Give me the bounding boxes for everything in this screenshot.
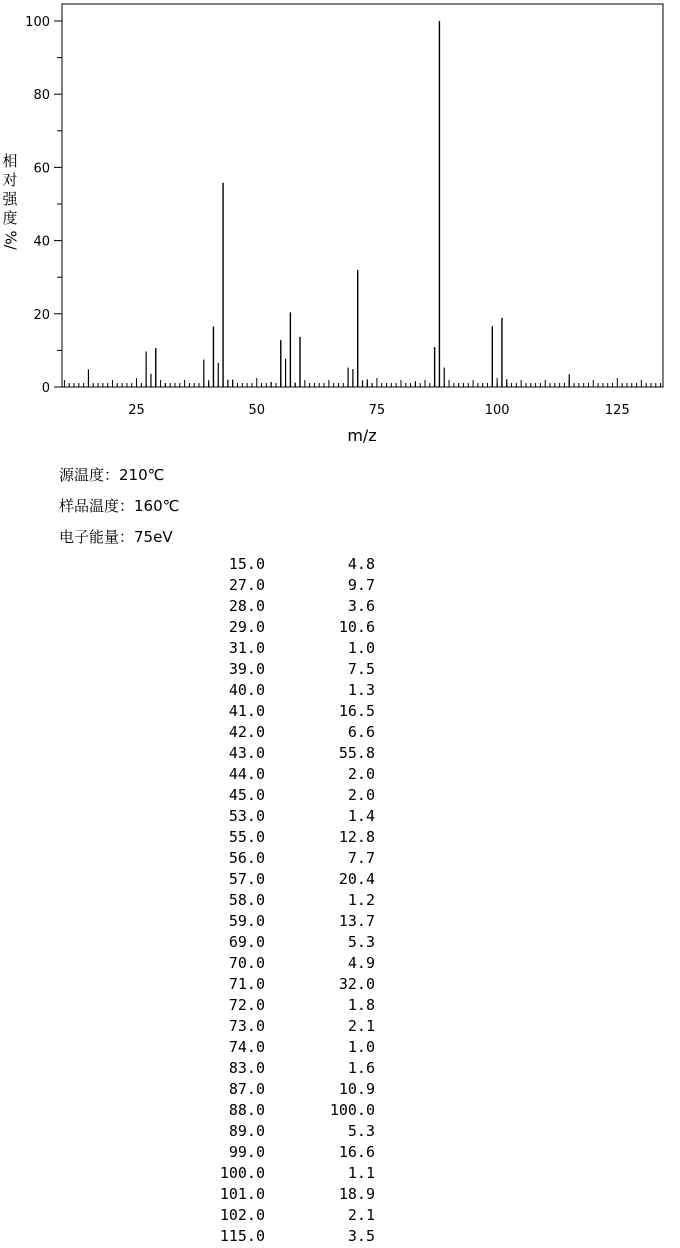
mz-value: 87.0 (228, 1080, 265, 1098)
intensity-value: 10.9 (338, 1080, 375, 1098)
mz-value: 56.0 (228, 849, 265, 867)
mz-value: 15.0 (228, 555, 265, 573)
intensity-value: 1.4 (347, 807, 375, 825)
intensity-value: 3.5 (347, 1227, 375, 1245)
intensity-value: 3.6 (347, 597, 375, 615)
y-axis (25, 15, 62, 396)
table-row (0, 933, 680, 954)
intensity-value: 18.9 (338, 1185, 375, 1203)
table-row (0, 828, 680, 849)
table-row (0, 702, 680, 723)
intensity-value: 10.6 (338, 618, 375, 636)
table-row (0, 954, 680, 975)
table-row (0, 1059, 680, 1080)
table-row (0, 975, 680, 996)
table-row (0, 744, 680, 765)
table-row (0, 576, 680, 597)
table-row (0, 618, 680, 639)
mz-value: 28.0 (228, 597, 265, 615)
y-tick-label: 20 (33, 307, 50, 323)
table-row (0, 1101, 680, 1122)
mz-value: 89.0 (228, 1122, 265, 1140)
intensity-value: 4.8 (347, 555, 375, 573)
x-tick-label: 75 (368, 403, 386, 418)
table-row (0, 1185, 680, 1206)
mz-value: 100.0 (219, 1164, 265, 1182)
intensity-value: 1.2 (347, 891, 375, 909)
plot-frame (62, 4, 663, 387)
table-row (0, 786, 680, 807)
mz-value: 59.0 (228, 912, 265, 930)
mz-value: 71.0 (228, 975, 265, 993)
table-row (0, 891, 680, 912)
mz-value: 43.0 (228, 744, 265, 762)
intensity-value: 6.6 (347, 723, 375, 741)
y-axis-label-char: 相 (2, 152, 18, 170)
table-row (0, 870, 680, 891)
mz-value: 115.0 (219, 1227, 265, 1245)
y-axis-label (1, 152, 19, 249)
intensity-value: 4.9 (347, 954, 375, 972)
intensity-value: 1.6 (347, 1059, 375, 1077)
x-tick-label: 100 (484, 403, 510, 418)
y-axis-label-char: 度 (2, 209, 18, 227)
mz-value: 99.0 (228, 1143, 265, 1161)
x-tick-label: 25 (128, 403, 145, 418)
intensity-value: 7.5 (347, 660, 375, 678)
table-row (0, 1206, 680, 1227)
source-temperature: 源温度：210℃ (59, 466, 165, 484)
mz-value: 45.0 (228, 786, 265, 804)
mz-value: 31.0 (228, 639, 265, 657)
mz-value: 27.0 (228, 576, 265, 594)
y-tick-label: 40 (33, 234, 50, 250)
table-row (0, 1164, 680, 1185)
mz-value: 69.0 (228, 933, 265, 951)
intensity-value: 2.1 (347, 1206, 375, 1224)
x-tick-label: 50 (248, 403, 265, 418)
table-row (0, 996, 680, 1017)
x-axis-label: m/z (347, 426, 377, 445)
table-row (0, 597, 680, 618)
x-tick-label: 125 (604, 403, 630, 418)
mz-value: 88.0 (228, 1101, 265, 1119)
intensity-value: 1.1 (347, 1164, 375, 1182)
mz-value: 102.0 (219, 1206, 265, 1224)
table-row (0, 1122, 680, 1143)
table-row (0, 1143, 680, 1164)
electron-energy: 电子能量：75eV (59, 528, 173, 546)
table-row (0, 765, 680, 786)
mz-value: 73.0 (228, 1017, 265, 1035)
intensity-value: 2.0 (347, 786, 375, 804)
intensity-value: 1.3 (347, 681, 375, 699)
measurement-conditions (59, 463, 179, 556)
intensity-value: 16.6 (338, 1143, 375, 1161)
mz-value: 42.0 (228, 723, 265, 741)
mz-value: 44.0 (228, 765, 265, 783)
mz-value: 29.0 (228, 618, 265, 636)
table-row (0, 660, 680, 681)
intensity-value: 55.8 (338, 744, 375, 762)
mz-value: 53.0 (228, 807, 265, 825)
y-axis-label-char: 强 (2, 190, 18, 208)
y-tick-label: 100 (25, 15, 50, 30)
intensity-value: 100.0 (329, 1101, 375, 1119)
mass-spectrum-chart (0, 0, 680, 450)
mz-value: 70.0 (228, 954, 265, 972)
intensity-value: 1.0 (347, 1038, 375, 1056)
table-row (0, 681, 680, 702)
y-tick-label: 80 (33, 88, 50, 104)
y-tick-label: 60 (33, 161, 50, 177)
mz-value: 40.0 (228, 681, 265, 699)
intensity-value: 9.7 (347, 576, 375, 594)
mz-value: 55.0 (228, 828, 265, 846)
intensity-value: 13.7 (338, 912, 375, 930)
mz-value: 101.0 (219, 1185, 265, 1203)
y-tick-label: 0 (41, 381, 50, 396)
y-axis-label-char: 对 (2, 171, 18, 189)
peak-table (0, 555, 680, 1248)
mz-value: 58.0 (228, 891, 265, 909)
intensity-value: 20.4 (338, 870, 375, 888)
intensity-value: 2.1 (347, 1017, 375, 1035)
table-row (0, 849, 680, 870)
intensity-value: 16.5 (338, 702, 375, 720)
intensity-value: 5.3 (347, 933, 375, 951)
intensity-value: 7.7 (347, 849, 375, 867)
mz-value: 83.0 (228, 1059, 265, 1077)
mz-value: 72.0 (228, 996, 265, 1014)
y-axis-label-unit: %/ (1, 230, 20, 250)
table-row (0, 1017, 680, 1038)
table-row (0, 1080, 680, 1101)
table-row (0, 807, 680, 828)
table-row (0, 723, 680, 744)
peak-bars (88, 21, 569, 387)
intensity-value: 1.8 (347, 996, 375, 1014)
intensity-value: 32.0 (338, 975, 375, 993)
intensity-value: 2.0 (347, 765, 375, 783)
mz-value: 41.0 (228, 702, 265, 720)
table-row (0, 912, 680, 933)
mz-value: 74.0 (228, 1038, 265, 1056)
sample-temperature: 样品温度：160℃ (59, 497, 180, 515)
intensity-value: 1.0 (347, 639, 375, 657)
table-row (0, 639, 680, 660)
mz-value: 39.0 (228, 660, 265, 678)
mz-value: 57.0 (228, 870, 265, 888)
table-row (0, 1227, 680, 1248)
intensity-value: 5.3 (347, 1122, 375, 1140)
intensity-value: 12.8 (338, 828, 375, 846)
table-row (0, 1038, 680, 1059)
table-row (0, 555, 680, 576)
